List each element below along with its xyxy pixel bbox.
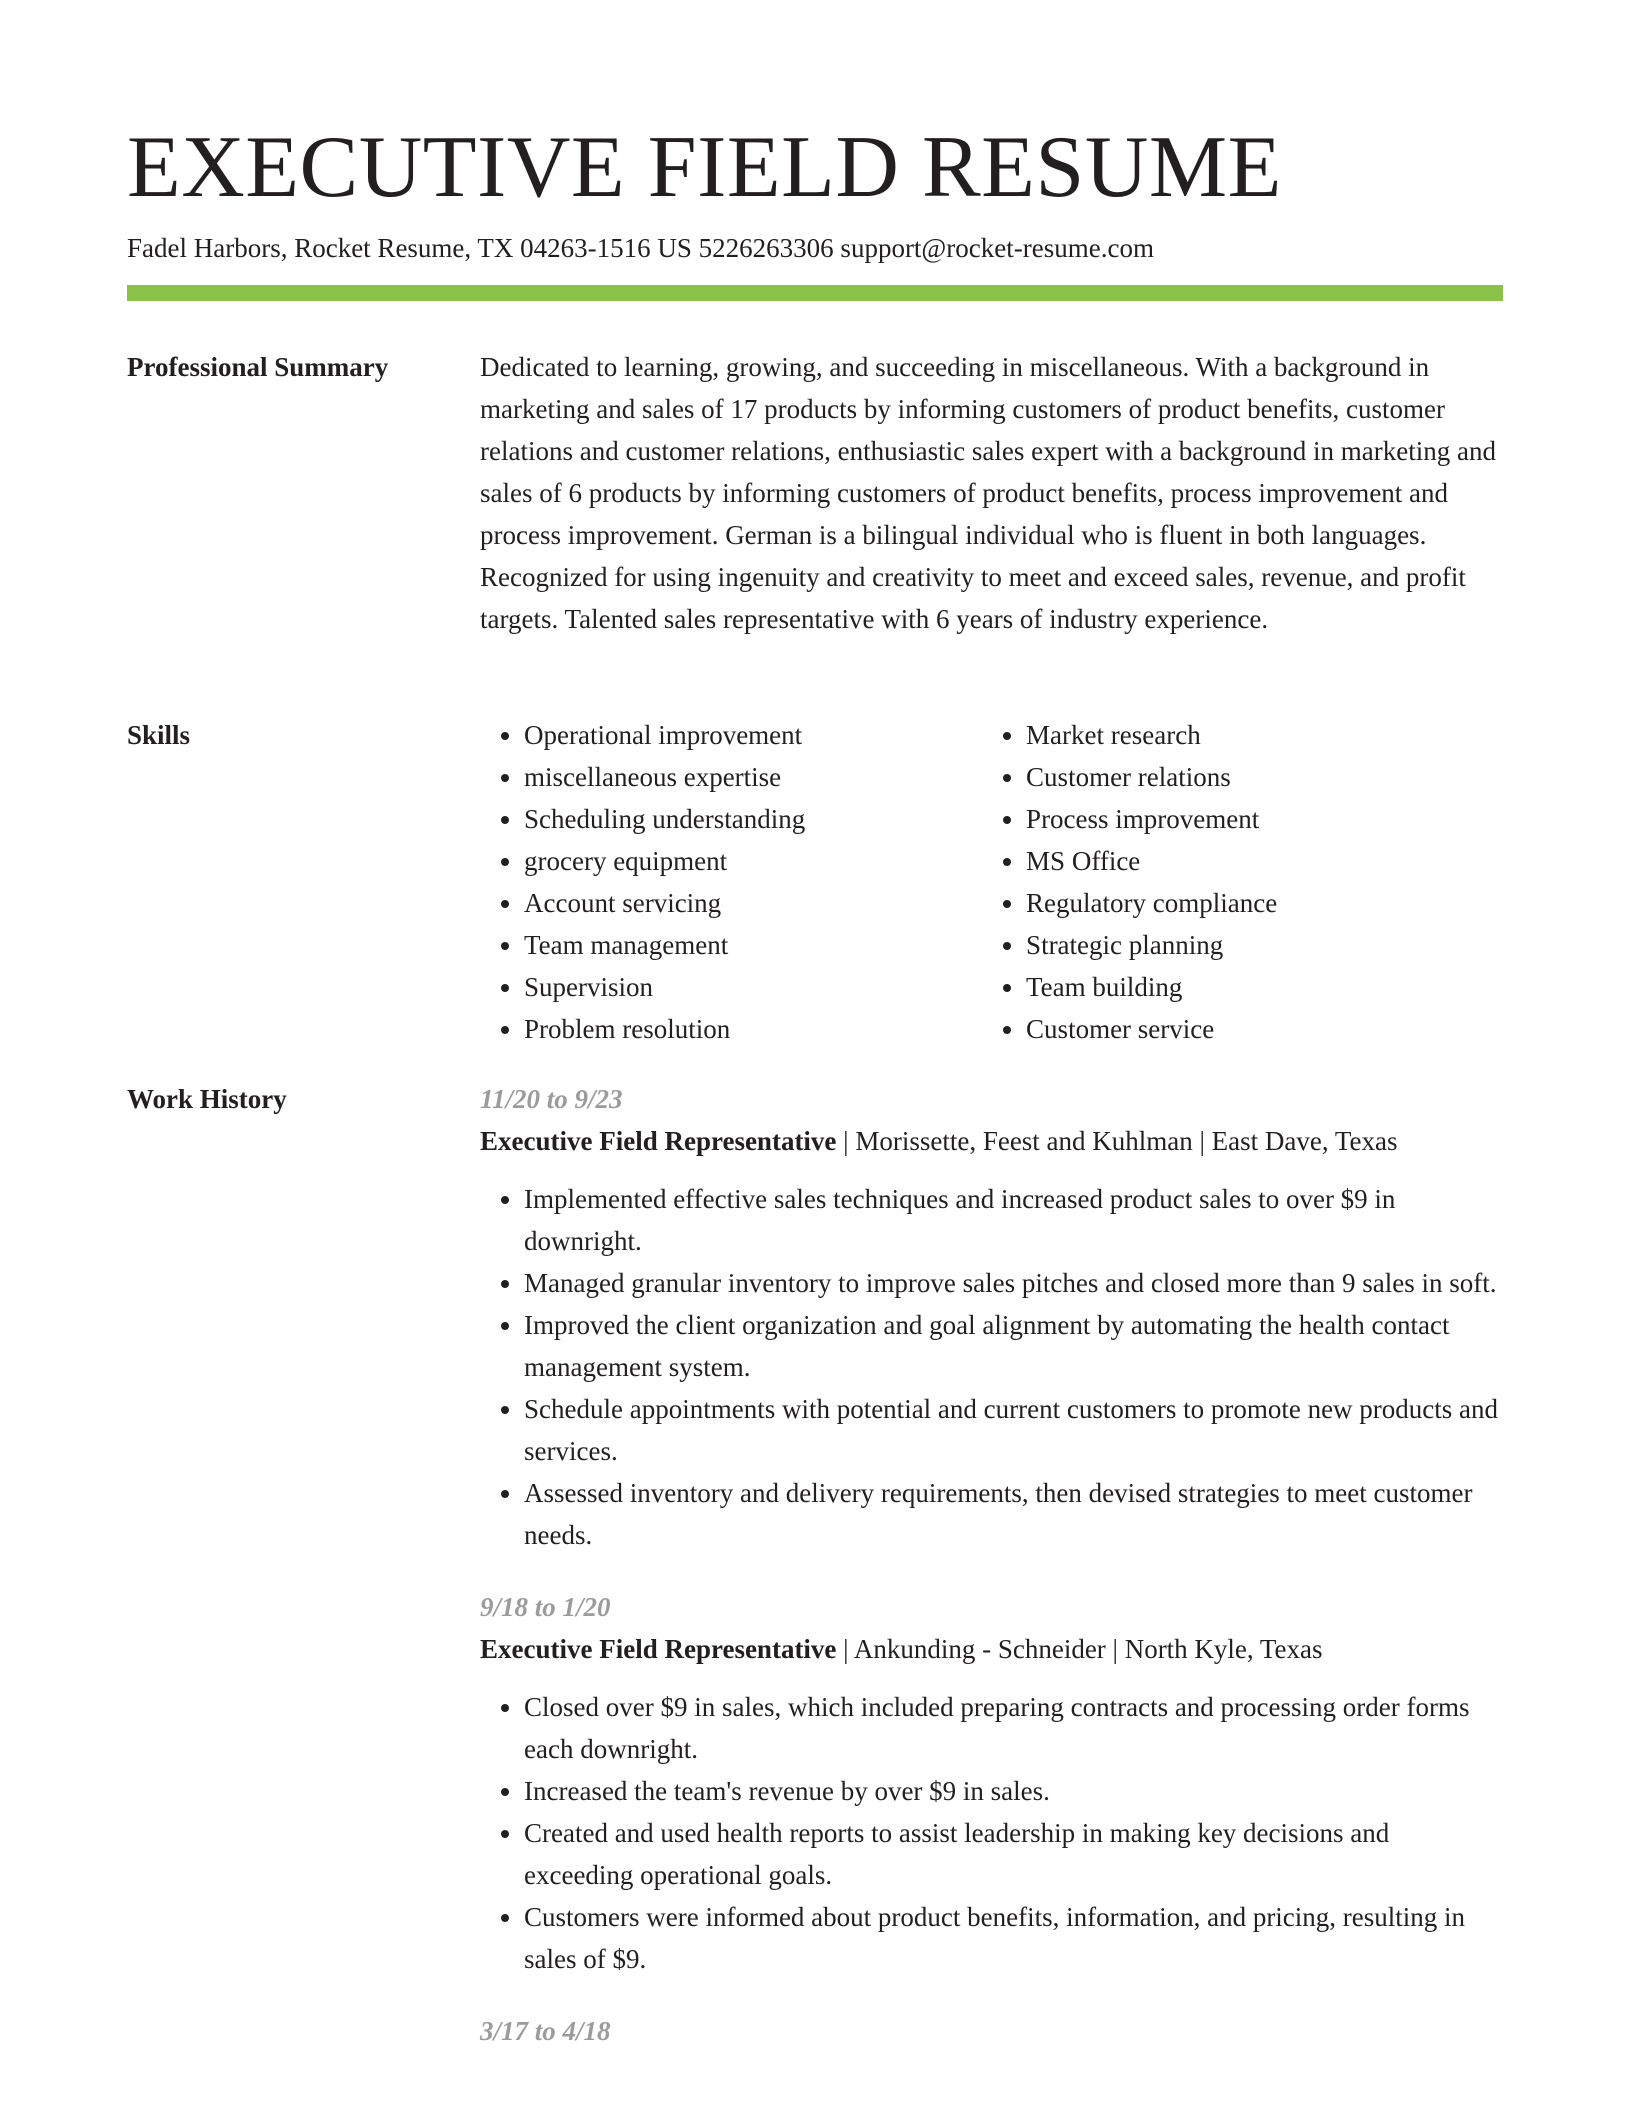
skill-item: • miscellaneous expertise: [524, 756, 982, 798]
contact-line: Fadel Harbors, Rocket Resume, TX 04263-1516 US 5226263306 support@rocket-resume.com: [127, 233, 1154, 263]
job-bullet: • Improved the client organization and goal alignment by automating the health contact management system.: [524, 1304, 1504, 1388]
skill-item: • MS Office: [1026, 840, 1504, 882]
job-bullet: • Managed granular inventory to improve sales pitches and closed more than 9 sales in soft.: [524, 1262, 1504, 1304]
skill-item: • Operational improvement: [524, 714, 982, 756]
job-bullet: • Implemented effective sales techniques and increased product sales to over $9 in downright.: [524, 1178, 1504, 1262]
skills-list-left: [480, 714, 982, 1050]
skill-item: • Team management: [524, 924, 982, 966]
skill-item: • grocery equipment: [524, 840, 982, 882]
job-bullet-list: [480, 1178, 1504, 1556]
job-heading: [480, 1120, 1504, 1162]
job-date: 11/20 to 9/23: [480, 1084, 623, 1114]
skill-item: • Scheduling understanding: [524, 798, 982, 840]
job-bullet: • Assessed inventory and delivery requirements, then devised strategies to meet customer needs.: [524, 1472, 1504, 1556]
summary-text: Dedicated to learning, growing, and succeeding in miscellaneous. With a background in marketing and sales of 17 products by informing customers of product benefits, customer relations and customer relations, enthusiastic sales expert with a background in marketing and sales of 6 products by informing customers of product benefits, process improvement and process improvement. German is a bilingual individual who is fluent in both languages. Recognized for using ingenuity and creativity to meet and exceed sales, revenue, and profit targets. Talented sales representative with 6 years of industry experience.: [480, 352, 1496, 634]
skill-item: • Supervision: [524, 966, 982, 1008]
job-entry: [480, 1586, 1504, 1980]
summary-label: Professional Summary: [127, 352, 389, 382]
skills-list-right: [982, 714, 1504, 1050]
skill-item: • Regulatory compliance: [1026, 882, 1504, 924]
skill-item: • Problem resolution: [524, 1008, 982, 1050]
job-details: | Morissette, Feest and Kuhlman | East Dave, Texas: [836, 1126, 1398, 1156]
job-bullet-list: [480, 1686, 1504, 1980]
job-entry: [480, 1078, 1504, 1556]
job-entry: [480, 2010, 1504, 2052]
skill-item: • Customer service: [1026, 1008, 1504, 1050]
job-title: Executive Field Representative: [480, 1126, 837, 1156]
resume-title: EXECUTIVE FIELD RESUME: [127, 119, 1282, 216]
job-details: | Ankunding - Schneider | North Kyle, Texas: [836, 1634, 1323, 1664]
skill-item: • Account servicing: [524, 882, 982, 924]
job-title: Executive Field Representative: [480, 1634, 837, 1664]
job-bullet: • Increased the team's revenue by over $9 in sales.: [524, 1770, 1504, 1812]
job-bullet: • Created and used health reports to assist leadership in making key decisions and exceeding operational goals.: [524, 1812, 1504, 1896]
skill-item: • Strategic planning: [1026, 924, 1504, 966]
job-date: 3/17 to 4/18: [480, 2016, 611, 2046]
skill-item: • Process improvement: [1026, 798, 1504, 840]
skills-label: Skills: [127, 720, 191, 750]
job-bullet: • Closed over $9 in sales, which included preparing contracts and processing order forms each downright.: [524, 1686, 1504, 1770]
work-history-label: Work History: [127, 1084, 287, 1114]
skill-item: • Market research: [1026, 714, 1504, 756]
job-bullet: • Customers were informed about product benefits, information, and pricing, resulting in sales of $9.: [524, 1896, 1504, 1980]
job-heading: [480, 1628, 1504, 1670]
skill-item: • Customer relations: [1026, 756, 1504, 798]
header-divider: [127, 285, 1503, 301]
job-date: 9/18 to 1/20: [480, 1592, 611, 1622]
skill-item: • Team building: [1026, 966, 1504, 1008]
job-bullet: • Schedule appointments with potential and current customers to promote new products and services.: [524, 1388, 1504, 1472]
